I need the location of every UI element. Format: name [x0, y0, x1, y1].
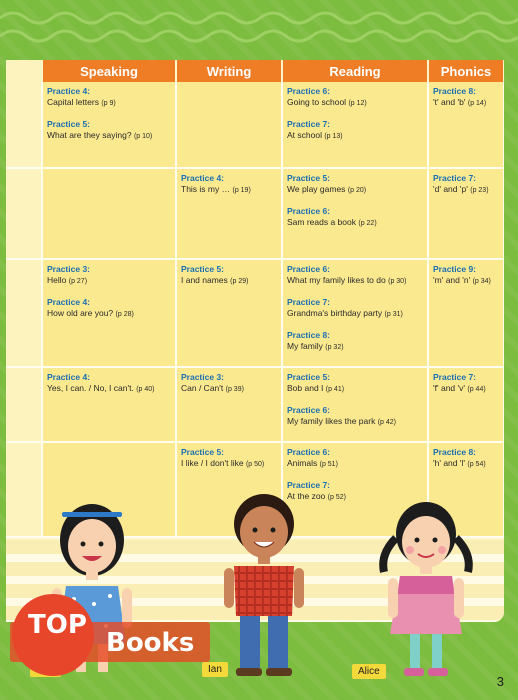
curriculum-table	[6, 60, 504, 538]
practice-title-text: At school	[287, 130, 322, 140]
practice-page-ref: (p 9)	[101, 100, 116, 107]
practice-entry	[47, 297, 171, 320]
practice-entry	[287, 119, 423, 142]
practice-label: Practice 7:	[287, 119, 330, 129]
practice-title-text: I and names	[181, 275, 228, 285]
practice-page-ref: (p 29)	[230, 278, 249, 285]
practice-label: Practice 4:	[47, 372, 90, 382]
practice-page-ref: (p 20)	[347, 187, 367, 194]
practice-title	[47, 275, 171, 287]
row-side-cell	[6, 82, 42, 168]
practice-title	[287, 184, 423, 196]
practice-label: Practice 8:	[433, 447, 476, 457]
practice-entry	[47, 86, 171, 109]
practice-title	[287, 308, 423, 320]
row-side-cell	[6, 168, 42, 259]
practice-label: Practice 5:	[47, 119, 90, 129]
table-row	[6, 367, 504, 442]
ian-character-illustration	[222, 484, 306, 680]
practice-label: Practice 3:	[181, 372, 224, 382]
practice-title-text: Can / Can't	[181, 383, 224, 393]
practice-title	[287, 383, 423, 395]
practice-title	[433, 97, 499, 109]
practice-page-ref: (p 40)	[136, 386, 155, 393]
header-phonics: Phonics	[428, 60, 504, 82]
topbooks-watermark-logo	[10, 590, 210, 670]
practice-title-text: Yes, I can. / No, I can't.	[47, 383, 134, 393]
practice-entry	[47, 372, 171, 395]
practice-title-text: Bob and I	[287, 383, 324, 393]
practice-page-ref: (p 44)	[467, 386, 486, 393]
practice-title-text: Going to school	[287, 97, 347, 107]
practice-page-ref: (p 10)	[133, 133, 153, 140]
table-row	[6, 259, 504, 367]
practice-title	[47, 383, 171, 395]
row-side-cell	[6, 442, 42, 537]
phonics-cell	[428, 259, 504, 367]
reading-cell	[282, 259, 428, 367]
practice-title	[181, 275, 277, 287]
practice-label: Practice 5:	[287, 372, 330, 382]
practice-title-text: Animals	[287, 458, 318, 468]
practice-title-text: I like / I don't like	[181, 458, 244, 468]
practice-page-ref: (p 51)	[319, 461, 338, 468]
practice-title-text: Sam reads a book	[287, 217, 356, 227]
practice-label: Practice 5:	[181, 447, 224, 457]
practice-label: Practice 4:	[47, 86, 90, 96]
practice-label: Practice 6:	[287, 86, 330, 96]
practice-title-text: 'f' and 'v'	[433, 383, 466, 393]
practice-title	[287, 275, 423, 287]
practice-label: Practice 6:	[287, 405, 330, 415]
practice-label: Practice 7:	[433, 372, 476, 382]
practice-page-ref: (p 34)	[472, 278, 491, 285]
practice-page-ref: (p 52)	[327, 494, 346, 501]
practice-title-text: Hello	[47, 275, 67, 285]
practice-title-text: We play games	[287, 184, 346, 194]
practice-title-text: Grandma's birthday party	[287, 308, 383, 318]
practice-title	[287, 458, 423, 470]
name-tag-alice: Alice	[352, 664, 386, 679]
reading-cell	[282, 168, 428, 259]
practice-label: Practice 9:	[433, 264, 476, 274]
speaking-cell	[42, 82, 176, 168]
practice-entry	[287, 206, 423, 229]
practice-label: Practice 5:	[181, 264, 224, 274]
practice-page-ref: (p 27)	[68, 278, 88, 285]
practice-title-text: 'm' and 'n'	[433, 275, 471, 285]
phonics-cell	[428, 82, 504, 168]
practice-page-ref: (p 31)	[384, 311, 403, 318]
practice-title	[181, 458, 277, 470]
practice-entry	[287, 447, 423, 470]
alice-character-illustration	[376, 494, 476, 682]
speaking-cell	[42, 367, 176, 442]
practice-title-text: What my family likes to do	[287, 275, 386, 285]
practice-label: Practice 4:	[181, 173, 224, 183]
logo-text-books: Books	[106, 628, 195, 658]
practice-title-text: 't' and 'b'	[433, 97, 466, 107]
speaking-cell	[42, 168, 176, 259]
practice-entry	[433, 264, 499, 287]
practice-title	[287, 130, 423, 142]
practice-page-ref: (p 13)	[324, 133, 343, 140]
practice-title	[287, 416, 423, 428]
practice-entry	[287, 330, 423, 353]
phonics-cell	[428, 367, 504, 442]
practice-entry	[181, 173, 277, 196]
writing-cell	[176, 82, 282, 168]
practice-entry	[433, 372, 499, 395]
practice-entry	[433, 447, 499, 470]
writing-cell	[176, 367, 282, 442]
practice-label: Practice 7:	[287, 297, 330, 307]
writing-cell	[176, 259, 282, 367]
practice-page-ref: (p 28)	[115, 311, 134, 318]
table-row	[6, 168, 504, 259]
practice-title-text: My family likes the park	[287, 416, 376, 426]
practice-page-ref: (p 30)	[388, 278, 407, 285]
practice-title	[47, 97, 171, 109]
writing-cell	[176, 168, 282, 259]
practice-label: Practice 8:	[287, 330, 330, 340]
practice-page-ref: (p 39)	[225, 386, 244, 393]
practice-title-text: Capital letters	[47, 97, 99, 107]
row-side-cell	[6, 259, 42, 367]
practice-label: Practice 6:	[287, 206, 330, 216]
practice-entry	[181, 372, 277, 395]
practice-entry	[433, 173, 499, 196]
practice-title-text: At the zoo	[287, 491, 326, 501]
top-wave-decoration	[0, 6, 518, 26]
practice-entry	[181, 264, 277, 287]
practice-entry	[287, 405, 423, 428]
practice-page-ref: (p 23)	[470, 187, 489, 194]
practice-title	[287, 217, 423, 229]
phonics-cell	[428, 168, 504, 259]
practice-title	[47, 130, 171, 142]
practice-page-ref: (p 42)	[377, 419, 397, 426]
practice-label: Practice 3:	[47, 264, 90, 274]
practice-entry	[287, 264, 423, 287]
row-side-cell	[6, 367, 42, 442]
header-speaking: Speaking	[42, 60, 176, 82]
practice-title	[181, 184, 277, 196]
speaking-cell	[42, 259, 176, 367]
practice-entry	[47, 119, 171, 142]
practice-title-text: What are they saying?	[47, 130, 132, 140]
practice-label: Practice 6:	[287, 264, 330, 274]
practice-label: Practice 5:	[287, 173, 330, 183]
header-writing: Writing	[176, 60, 282, 82]
practice-entry	[47, 264, 171, 287]
practice-label: Practice 4:	[47, 297, 90, 307]
practice-title-text: My family	[287, 341, 323, 351]
practice-entry	[181, 447, 277, 470]
reading-cell	[282, 367, 428, 442]
practice-title	[287, 97, 423, 109]
practice-entry	[287, 372, 423, 395]
practice-entry	[287, 86, 423, 109]
practice-title-text: How old are you?	[47, 308, 114, 318]
practice-page-ref: (p 22)	[358, 220, 377, 227]
header-blank	[6, 60, 42, 82]
practice-title	[47, 308, 171, 320]
practice-page-ref: (p 14)	[467, 100, 487, 107]
practice-page-ref: (p 19)	[232, 187, 251, 194]
practice-label: Practice 7:	[287, 480, 330, 490]
practice-title-text: 'd' and 'p'	[433, 184, 468, 194]
practice-title-text: This is my …	[181, 184, 231, 194]
table-header-row	[6, 60, 504, 82]
practice-entry	[433, 86, 499, 109]
practice-entry	[287, 297, 423, 320]
practice-page-ref: (p 41)	[325, 386, 345, 393]
practice-label: Practice 8:	[433, 86, 476, 96]
second-wave-decoration	[0, 26, 518, 46]
practice-page-ref: (p 32)	[325, 344, 344, 351]
reading-cell	[282, 82, 428, 168]
practice-title	[433, 275, 499, 287]
practice-label: Practice 7:	[433, 173, 476, 183]
practice-entry	[287, 173, 423, 196]
practice-title	[433, 458, 499, 470]
table-row	[6, 82, 504, 168]
practice-page-ref: (p 12)	[348, 100, 367, 107]
practice-page-ref: (p 54)	[467, 461, 486, 468]
practice-title	[181, 383, 277, 395]
practice-title	[433, 383, 499, 395]
name-tag-ian: Ian	[202, 662, 228, 677]
practice-title	[433, 184, 499, 196]
practice-title	[287, 341, 423, 353]
header-reading: Reading	[282, 60, 428, 82]
practice-title-text: 'h' and 'l'	[433, 458, 466, 468]
practice-label: Practice 6:	[287, 447, 330, 457]
logo-text-top: TOP	[28, 610, 87, 640]
practice-page-ref: (p 50)	[245, 461, 265, 468]
page-number: 3	[496, 674, 504, 689]
